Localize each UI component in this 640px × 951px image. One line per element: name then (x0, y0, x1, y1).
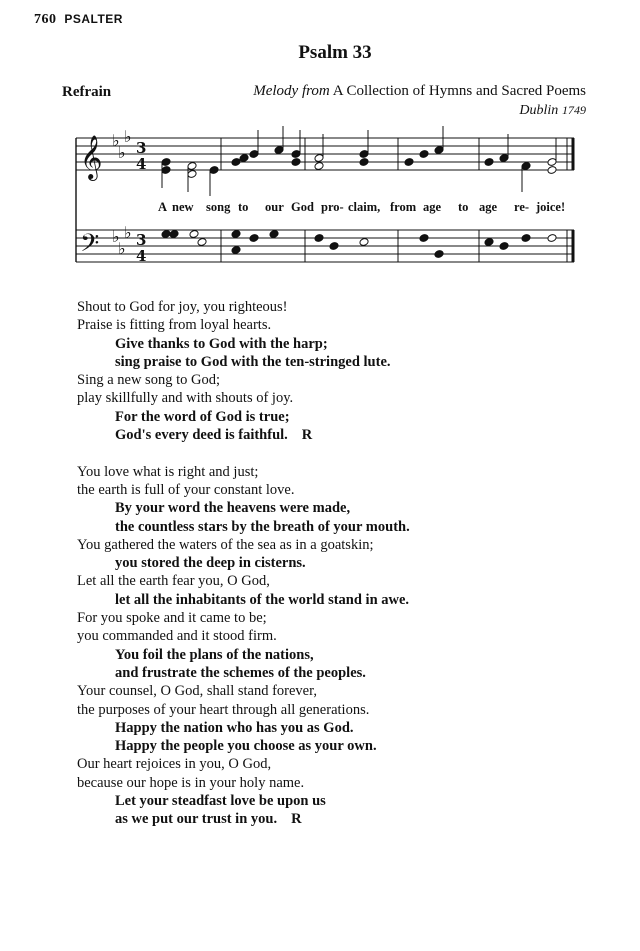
melody-prefix: Melody from (253, 83, 330, 99)
verse-line: By your word the heavens were made, (115, 500, 351, 517)
verse-line: You gathered the waters of the sea as in a goatskin; (77, 536, 374, 553)
lyric-syllable: A (158, 200, 168, 214)
verse-line: Your counsel, O God, shall stand forever, (77, 683, 317, 700)
verse-line: let all the inhabitants of the world stand in awe. (115, 591, 410, 608)
refrain-marker: R (291, 811, 302, 828)
page-title: Psalm 33 (298, 42, 372, 63)
melody-place: Dublin (519, 103, 559, 118)
verse-line: Let your steadfast love be upon us (115, 793, 326, 810)
verse-line (77, 810, 617, 828)
treble-clef-icon: 𝄞 (80, 135, 103, 179)
verse-line: and frustrate the schemes of the peoples. (115, 664, 366, 681)
verse-text: as we put our trust in you. (115, 811, 278, 828)
verse-line: Happy the nation who has you as God. (115, 719, 354, 736)
page-header (34, 12, 123, 28)
lyric-syllable: from (390, 200, 417, 214)
verse-line: the countless stars by the breath of your mouth. (115, 518, 410, 535)
lyric-syllable: to (458, 200, 469, 214)
lyric-syllable: claim, (348, 200, 381, 214)
page-number: 760 (34, 12, 57, 27)
verse-line: Happy the people you choose as your own. (115, 738, 377, 755)
melody-attribution (253, 82, 586, 120)
section-name: PSALTER (64, 12, 123, 26)
lyric-syllable: God (291, 200, 314, 214)
verse-line: play skillfully and with shouts of joy. (77, 390, 294, 407)
stanza-1 (77, 298, 617, 444)
verse-line: Give thanks to God with the harp; (115, 335, 328, 352)
music-score (74, 126, 584, 271)
verse-line (77, 426, 617, 444)
bass-clef-icon: 𝄢 (80, 229, 100, 264)
lyric-syllable: our (265, 200, 284, 214)
verse-line: you stored the deep in cisterns. (115, 555, 306, 572)
verse-line: the earth is full of your constant love. (77, 481, 295, 498)
verse-line: Praise is fitting from loyal hearts. (77, 317, 272, 334)
verse-line: you commanded and it stood firm. (77, 628, 277, 645)
refrain-marker: R (301, 427, 313, 444)
refrain-label: Refrain (62, 84, 112, 100)
flat-icon: ♭ (118, 143, 126, 162)
flat-icon: ♭ (112, 131, 120, 150)
flat-icon: ♭ (124, 223, 132, 242)
verse-line: Let all the earth fear you, O God, (77, 573, 270, 590)
verse-line: the purposes of your heart through all generations. (77, 701, 370, 718)
lyric-syllable: age (423, 200, 442, 214)
verse-line: Sing a new song to God; (77, 372, 220, 389)
time-sig-bottom: 4 (136, 155, 147, 173)
time-sig-top: 3 (136, 139, 147, 157)
melody-year: 1749 (562, 103, 586, 117)
stanza-2 (77, 463, 617, 829)
verse-line: Our heart rejoices in you, O God, (77, 756, 272, 773)
time-sig-bottom: 4 (136, 247, 147, 265)
lyric-syllable: joice! (536, 200, 566, 214)
lyric-syllable: re- (514, 200, 530, 214)
music-staves (74, 126, 584, 266)
psalm-verses (77, 298, 617, 847)
time-sig-top: 3 (136, 231, 147, 249)
lyric-syllable: song (206, 200, 231, 214)
verse-line: You love what is right and just; (77, 463, 259, 480)
verse-line: because our hope is in your holy name. (77, 774, 305, 791)
lyric-syllable: age (479, 200, 498, 214)
lyric-syllable: new (172, 200, 194, 214)
verse-text: God's every deed is faithful. (115, 427, 288, 444)
flat-icon: ♭ (124, 127, 132, 146)
verse-line: Shout to God for joy, you righteous! (77, 299, 288, 315)
flat-icon: ♭ (118, 239, 126, 258)
lyric-syllable: pro- (321, 200, 344, 214)
flat-icon: ♭ (112, 227, 120, 246)
melody-source: A Collection of Hymns and Sacred Poems (332, 83, 586, 99)
verse-line: You foil the plans of the nations, (115, 646, 314, 663)
verse-line: For you spoke and it came to be; (77, 610, 267, 627)
verse-line: sing praise to God with the ten-stringed lute. (115, 353, 391, 370)
verse-line: For the word of God is true; (115, 408, 290, 425)
lyric-syllable: to (238, 200, 249, 214)
